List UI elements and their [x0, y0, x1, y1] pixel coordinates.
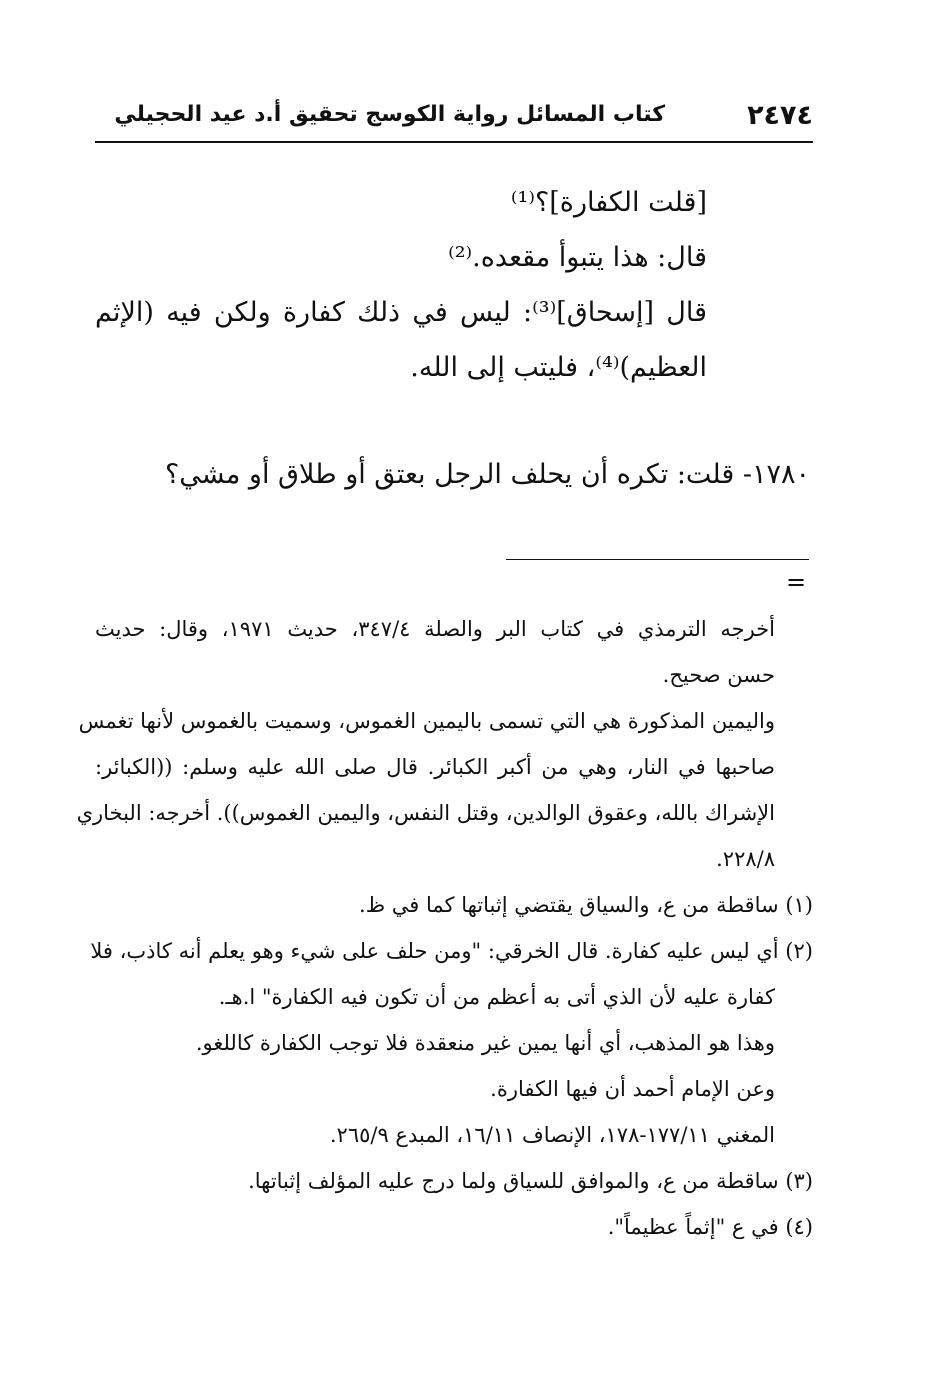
main-line-2: قال: هذا يتبوأ مقعده.⁽²⁾	[448, 242, 707, 273]
main-line-1: [قلت الكفارة]؟⁽¹⁾	[510, 187, 707, 218]
footnote-continued-line-6: ٢٢٨/٨.	[716, 847, 775, 871]
footnote-rule	[506, 559, 809, 560]
footnote-2-line-4: وعن الإمام أحمد أن فيها الكفارة.	[490, 1077, 775, 1101]
running-title: كتاب المسائل رواية الكوسج تحقيق أ.د عيد الحجيلي	[114, 102, 665, 127]
header-rule	[95, 141, 813, 143]
footnotes	[76, 606, 813, 1250]
footnote-continued-line-5: الإشراك بالله، وعقوق الوالدين، وقتل النفس، واليمين الغموس)). أخرجه: البخاري	[76, 801, 775, 825]
footnote-continued-line-4: صاحبها في النار، وهي من أكبر الكبائر. قال صلى الله عليه وسلم: ((الكبائر:	[95, 755, 775, 779]
footnote-2-line-1: (٢) أي ليس عليه كفارة. قال الخرقي: "ومن حلف على شيء وهو يعلم أنه كاذب، فلا	[90, 939, 813, 963]
footnote-continued-line-2: حسن صحيح.	[662, 663, 775, 687]
footnote-4: (٤) في ع "إثماً عظيماً".	[607, 1215, 813, 1239]
footnote-continued-line-1: أخرجه الترمذي في كتاب البر والصلة ٣٤٧/٤، حديث ١٩٧١، وقال: حديث	[95, 617, 776, 641]
footnote-continued-line-3: واليمين المذكورة هي التي تسمى باليمين الغموس، وسميت بالغموس لأنها تغمس	[78, 709, 775, 733]
question-1780: ١٧٨٠- قلت: تكره أن يحلف الرجل بعتق أو طلاق أو مشي؟	[164, 459, 810, 490]
main-line-4: العظيم)⁽⁴⁾، فليتب إلى الله.	[410, 352, 707, 383]
main-text	[95, 175, 707, 395]
footnote-2-line-3: وهذا هو المذهب، أي أنها يمين غير منعقدة فلا توجب الكفارة كاللغو.	[195, 1031, 775, 1055]
footnote-1: (١) ساقطة من ع، والسياق يقتضي إثباتها كما في ظ.	[359, 893, 813, 917]
main-line-3: قال [إسحاق]⁽³⁾: ليس في ذلك كفارة ولكن فيه (الإثم	[95, 297, 707, 328]
footnote-2-line-2: كفارة عليه لأن الذي أتى به أعظم من أن تكون فيه الكفارة" ا.هـ.	[218, 985, 775, 1009]
footnote-2-line-5: المغني ١٧٧/١١-١٧٨، الإنصاف ١٦/١١، المبدع ٢٦٥/٩.	[329, 1123, 775, 1147]
page-header	[95, 98, 813, 138]
page-number: ٢٤٧٤	[747, 100, 813, 131]
footnote-3: (٣) ساقطة من ع، والموافق للسياق ولما درج عليه المؤلف إثباتها.	[248, 1169, 813, 1193]
footnote-continuation-mark: =	[786, 568, 807, 596]
